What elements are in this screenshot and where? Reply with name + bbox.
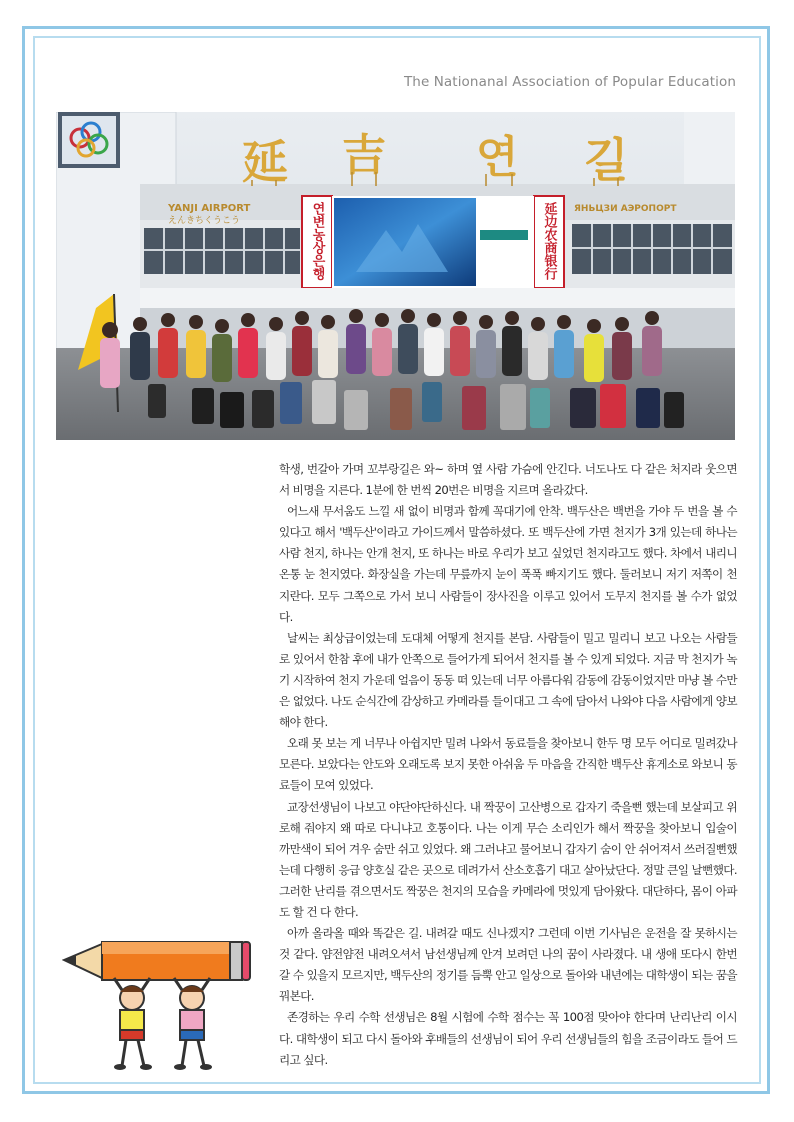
airport-name-right: ЯНЬЦЗИ АЭРОПОРТ [574,204,677,214]
banner-right-text: 延边农商银行 [541,202,557,280]
pencil-icon [64,942,250,980]
pencil-carrying-kids-illustration [62,930,252,1072]
article-paragraph: 아까 올라올 때와 똑같은 길. 내려갈 때도 신나겠지? 그런데 이번 기사님은 운전을 잘 못하시는 것 같다. 얌전얌전 내려오셔서 남선생님께 안겨 보려던 나의 꿈이 사라졌다. 내 생애 또다시 한번 갈 수 있을지 모르지만, 백두산의 정기를 듬뿍 안고 일상으로 돌아와 내년에는 대학생이 되는 꿈을 꿔본다. [279,926,737,1004]
svg-text:길: 길 [584,133,629,187]
article-paragraph: 존경하는 우리 수학 선생님은 8월 시험에 수학 점수는 꼭 100점 맞아야 한다며 난리난리 이시다. 대학생이 되고 다시 돌아와 후배들의 선생님이 되어 우리 선생님들의 힘을 조금이라도 들어 드리고 싶다. [279,1010,737,1067]
svg-text:吉: 吉 [342,130,386,181]
child-figure-icon [114,978,152,1070]
publication-header: The Nationanal Association of Popular Education [403,74,736,90]
airport-name-left-sub: えんきちくうこう [168,216,241,226]
article-paragraph: 학생, 번갈아 가며 꼬부랑길은 와~ 하며 옆 사람 가슴에 안긴다. 너도나도 다 같은 처지라 웃으면서 비명을 지른다. 1분에 한 번씩 20번은 비명을 지르며 올라갔다. [279,462,737,498]
airport-name-left: YANJI AIRPORT [168,203,251,214]
child-figure-icon [174,978,212,1070]
article-paragraph: 날씨는 최상급이었는데 도대체 어떻게 천지를 본담. 사람들이 밀고 밀리니 보고 나오는 사람들로 있어서 한참 후에 내가 안쪽으로 들어가게 되어서 천지를 볼 수 있게 되었다. 지금 막 천지가 녹기 시작하여 천지 가운데 얼음이 동동 떠 있는데 너무 아름다워 감동에 감동이었지만 마냥 볼 수만은 없었다. 나도 순식간에 감상하고 카메라를 들이대고 그 속에 담아서 나와야 다음 사람에게 양보해야 한다. [279,630,737,730]
article-paragraph: 오래 못 보는 게 너무나 아쉽지만 밀려 나와서 동료들을 찾아보니 한두 명 모두 어디로 밀려갔나 모른다. 보았다는 안도와 오래도록 보지 못한 아쉬움 두 마음을 간직한 백두산 휴게소로 와보니 동료들이 모여 있었다. [279,736,737,793]
banner-left-text: 연변농상은행 [309,202,325,280]
article-paragraph: 교장선생님이 나보고 야단야단하신다. 내 짝꿍이 고산병으로 갑자기 죽을뻔 했는데 보살피고 위로해 줘야지 왜 따로 다니냐고 호통이다. 나는 이게 무슨 소리인가 해서 짝꿍을 찾아보니 입술이 까만색이 되어 겨우 숨만 쉬고 있었다. 왜 그러냐고 물어보니 갑자기 숨이 안 쉬어져서 쓰러질뻔했는데 다행히 응급 양호실 같은 곳으로 데려가서 산소호흡기 대고 살아났단다. 정말 큰일 날뻔했다. 그러한 난리를 겪으면서도 짝꿍은 천지의 모습을 카메라에 멋있게 담아왔다. 대단하다, 몸이 아파도 할 건 다 한다. [279,799,737,919]
article-body [279,459,737,1071]
svg-text:연: 연 [476,132,519,183]
svg-text:延: 延 [242,135,288,189]
group-photo-yanji-airport [56,112,735,440]
article-paragraph: 어느새 무서움도 느낄 새 없이 비명과 함께 꼭대기에 안착. 백두산은 백번을 가야 두 번을 볼 수 있다고 해서 '백두산'이라고 가이드께서 말씀하셨다. 또 백두산에 가면 천지가 3개 있는데 하나는 사람 천지, 하나는 안개 천지, 또 하나는 바로 우리가 보고 싶었던 천지라고도 했다. 차에서 내리니 온통 눈 천지였다. 화장실을 가는데 무릎까지 눈이 푹푹 빠지기도 했다. 둘러보니 저기 저쪽이 천지란다. 모두 그쪽으로 가서 보니 사람들이 장사진을 이루고 있어서 도무지 천지를 볼 수가 없었다. [279,504,737,624]
